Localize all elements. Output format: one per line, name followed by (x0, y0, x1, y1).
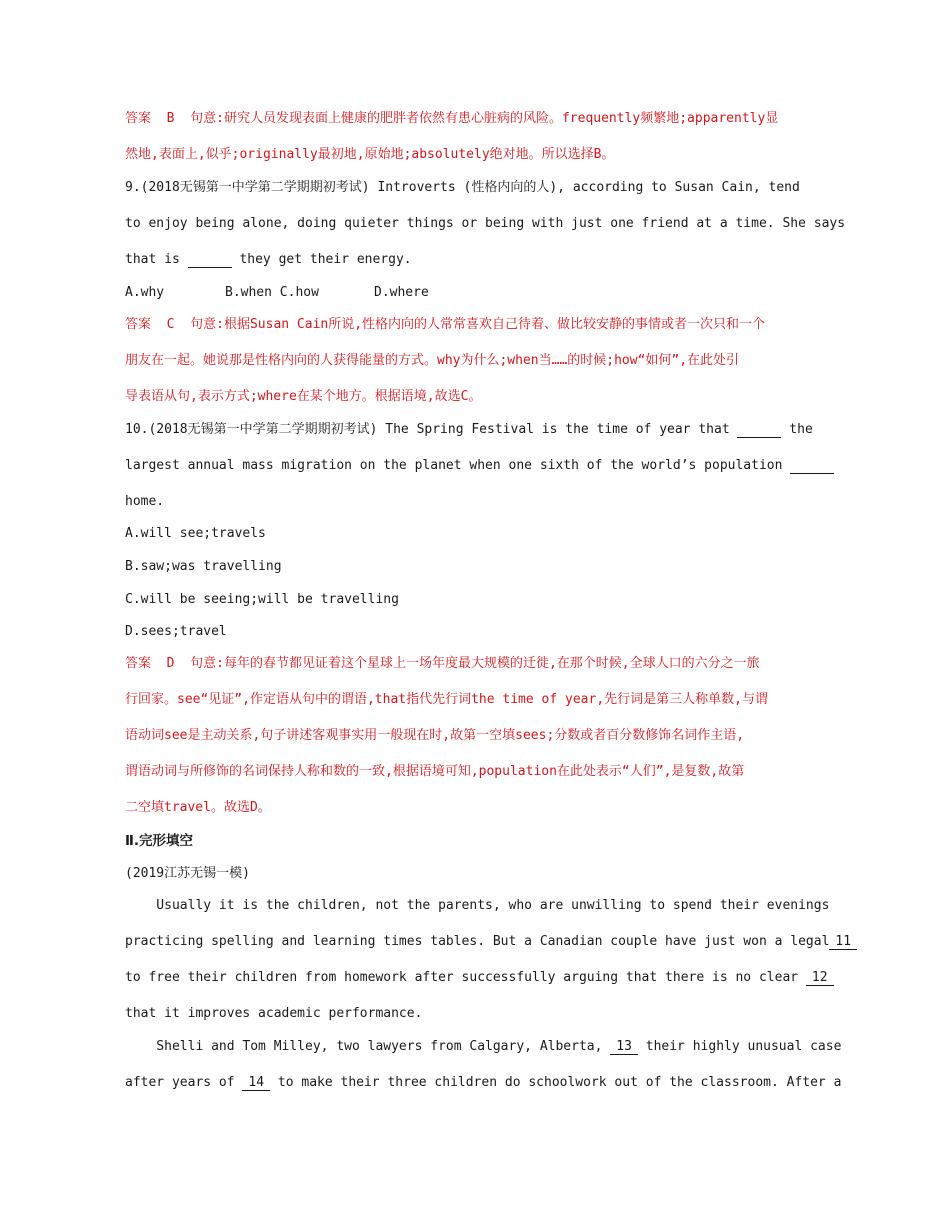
passage-p1-line-1: Usually it is the children, not the parents, who are unwilling to spend their evenings (125, 898, 830, 913)
q9-options (125, 284, 825, 302)
passage-text-end: their highly unusual case (637, 1039, 842, 1054)
passage-source: (2019江苏无锡一模) (125, 866, 250, 881)
passage-text-end: to make their three children do schoolwork out of the classroom. After a (270, 1075, 842, 1090)
q10-answer-line-5: 二空填travel。故选D。 (125, 800, 271, 815)
q9-option-bc: B.when C.how (225, 285, 319, 300)
q9-stem-line-1: 9.(2018无锡第一中学第二学期期初考试) Introverts (性格内向的人), according to Susan Cain, tend (125, 180, 800, 195)
passage-text: Shelli and Tom Milley, two lawyers from Calgary, Alberta, (125, 1039, 611, 1054)
q9-stem-line-2: to enjoy being alone, doing quieter things or being with just one friend at a time. She says (125, 216, 846, 231)
q9-stem-line-3 (125, 251, 825, 269)
passage-text: to free their children from homework after successfully arguing that there is no clear (125, 970, 806, 985)
q10-blank-1 (737, 423, 781, 438)
q10-stem-line-3: home. (125, 494, 165, 509)
q9-stem-text: that is (125, 252, 188, 267)
q10-option-a: A.will see;travels (125, 526, 266, 541)
q9-option-a: A.why (125, 285, 165, 300)
q10-answer-line-4: 谓语动词与所修饰的名词保持人称和数的一致,根据语境可知,population在此处表示“人们”,是复数,故第 (125, 764, 745, 779)
passage-text: after years of (125, 1075, 243, 1090)
passage-text: practicing spelling and learning times tables. But a Canadian couple have just won a legal (125, 934, 830, 949)
q10-stem-text-end: the (781, 422, 813, 437)
q10-option-c: C.will be seeing;will be travelling (125, 592, 399, 607)
cloze-blank-13: 13 (610, 1040, 638, 1055)
q10-stem-text: 10.(2018无锡第一中学第二学期期初考试) The Spring Festival is the time of year that (125, 422, 738, 437)
cloze-blank-11: 11 (829, 935, 857, 950)
cloze-blank-14: 14 (242, 1076, 270, 1091)
q10-stem-text-2: largest annual mass migration on the planet when one sixth of the world’s population (125, 458, 791, 473)
q9-answer-line-2: 朋友在一起。她说那是性格内向的人获得能量的方式。why为什么;when当……的时候;how“如何”,在此处引 (125, 353, 740, 368)
q10-stem-line-1 (125, 421, 825, 439)
q10-answer-line-2: 行回家。see“见证”,作定语从句中的谓语,that指代先行词the time of year,先行词是第三人称单数,与谓 (125, 692, 768, 707)
q8-answer-line-1: 答案 B 句意:研究人员发现表面上健康的肥胖者依然有患心脏病的风险。frequently频繁地;apparently显 (125, 111, 779, 126)
q9-answer-line-1: 答案 C 句意:根据Susan Cain所说,性格内向的人常常喜欢自己待着、做比较安静的事情或者一次只和一个 (125, 317, 766, 332)
q9-answer-line-3: 导表语从句,表示方式;where在某个地方。根据语境,故选C。 (125, 389, 482, 404)
passage-p2-line-2 (125, 1074, 842, 1092)
q9-stem-text-end: they get their energy. (231, 252, 412, 267)
q10-option-b: B.saw;was travelling (125, 559, 282, 574)
section-heading: Ⅱ.完形填空 (125, 833, 194, 849)
q10-answer-line-1: 答案 D 句意:每年的春节都见证着这个星球上一场年度最大规模的迁徙,在那个时候,全球人口的六分之一旅 (125, 656, 760, 671)
passage-p1-line-3 (125, 969, 828, 987)
q10-answer-line-3: 语动词see是主动关系,句子讲述客观事实用一般现在时,故第一空填sees;分数或者百分数修饰名词作主语, (125, 728, 745, 743)
q10-blank-2 (790, 459, 834, 474)
cloze-blank-12: 12 (806, 971, 834, 986)
q8-answer-line-2: 然地,表面上,似乎;originally最初地,原始地;absolutely绝对地。所以选择B。 (125, 147, 615, 162)
passage-p2-line-1 (125, 1038, 842, 1056)
q9-option-d: D.where (374, 285, 429, 300)
q10-option-d: D.sees;travel (125, 624, 227, 639)
passage-p1-line-4: that it improves academic performance. (125, 1006, 423, 1021)
passage-p1-line-2 (125, 933, 852, 951)
q10-stem-line-2 (125, 457, 825, 475)
q9-blank (188, 253, 232, 268)
